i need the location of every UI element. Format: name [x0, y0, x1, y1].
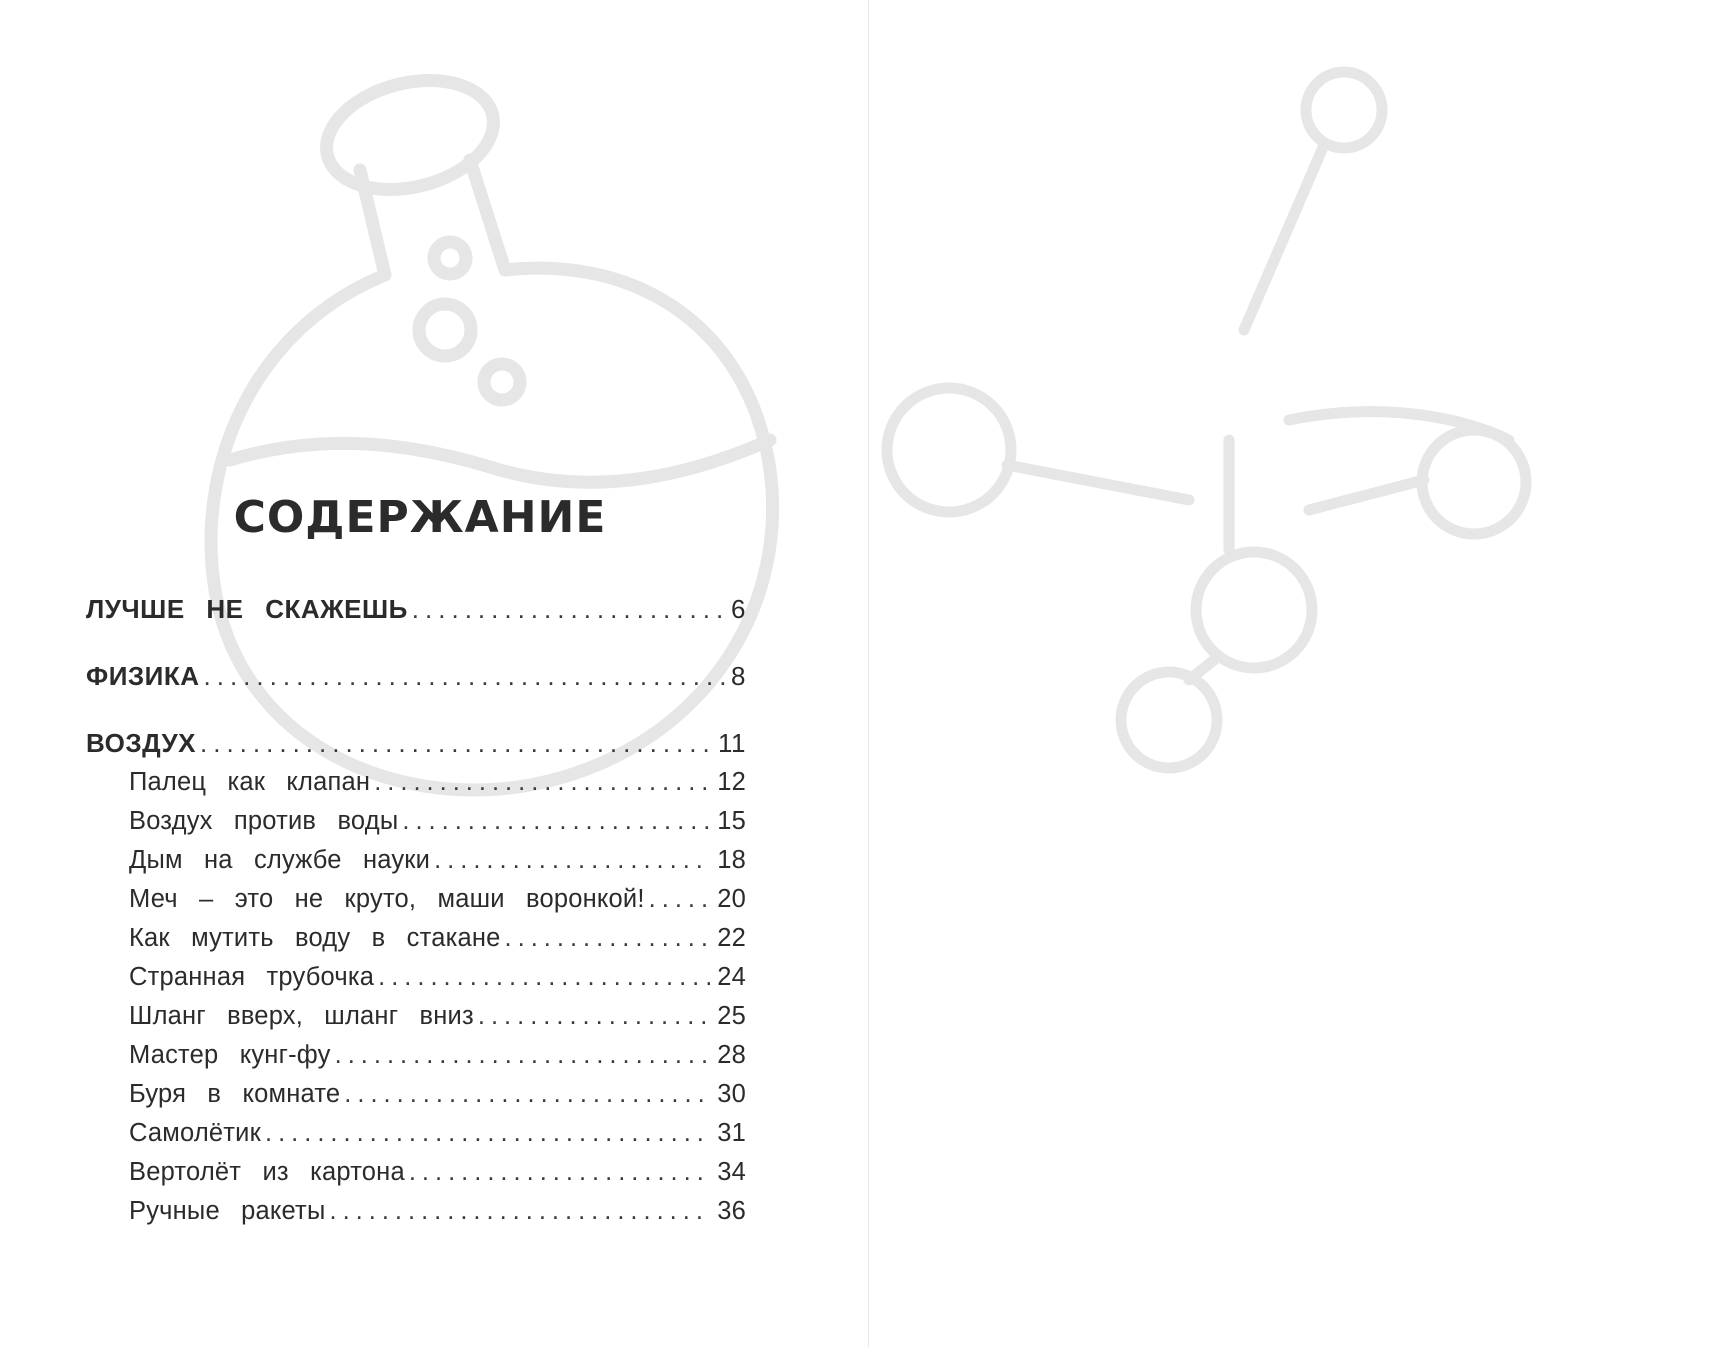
page-number: 15	[717, 807, 746, 835]
toc-entry[interactable]	[86, 1114, 746, 1153]
molecule-illustration-icon	[869, 0, 1729, 1347]
dot-leader	[265, 1114, 711, 1153]
page-title: СОДЕРЖАНИЕ	[233, 492, 607, 543]
toc-section-title: ВОЗДУХ	[86, 728, 196, 758]
toc-entry-title: Шланг вверх, шланг вниз	[129, 1002, 474, 1030]
toc-entry-title: Ручные ракеты	[129, 1197, 326, 1225]
dot-leader	[200, 724, 712, 763]
toc-entry[interactable]	[86, 880, 746, 919]
page-number: 24	[717, 963, 746, 991]
right-page	[869, 0, 1729, 1347]
toc-left-column	[86, 590, 746, 1231]
page-number: 12	[717, 768, 746, 796]
toc-entry[interactable]	[86, 919, 746, 958]
toc-entry-title: Меч – это не круто, маши воронкой!	[129, 885, 645, 913]
page-number: 20	[717, 885, 746, 913]
dot-leader	[412, 590, 725, 629]
toc-section[interactable]	[86, 657, 746, 696]
dot-leader	[434, 841, 711, 880]
page-number: 36	[717, 1197, 746, 1225]
toc-entry-title: Вертолёт из картона	[129, 1158, 405, 1186]
toc-entry-title: Дым на службе науки	[129, 846, 431, 874]
dot-leader	[649, 880, 712, 919]
toc-entry-title: Палец как клапан	[129, 768, 371, 796]
dot-leader	[409, 1153, 711, 1192]
page-number: 30	[717, 1080, 746, 1108]
toc-entry-title: Как мутить воду в стакане	[129, 924, 501, 952]
toc-entry[interactable]	[86, 1075, 746, 1114]
toc-entry-title: Воздух против воды	[129, 807, 399, 835]
toc-entry[interactable]	[86, 1036, 746, 1075]
toc-entry[interactable]	[86, 763, 746, 802]
toc-section-title: ЛУЧШЕ НЕ СКАЖЕШЬ	[86, 594, 408, 624]
toc-entry-title: Самолётик	[129, 1119, 261, 1147]
toc-entry[interactable]	[86, 841, 746, 880]
dot-leader	[402, 802, 711, 841]
toc-entry[interactable]	[86, 1153, 746, 1192]
page-number: 11	[718, 728, 746, 758]
page-number: 22	[717, 924, 746, 952]
toc-entry[interactable]	[86, 997, 746, 1036]
toc-entry-title: Буря в комнате	[129, 1080, 341, 1108]
page-number: 6	[731, 594, 746, 624]
dot-leader	[329, 1192, 711, 1231]
dot-leader	[335, 1036, 712, 1075]
toc-section[interactable]	[86, 590, 746, 629]
dot-leader	[478, 997, 711, 1036]
page-number: 18	[717, 846, 746, 874]
toc-section-title: ФИЗИКА	[86, 661, 200, 691]
toc-entry[interactable]	[86, 1192, 746, 1231]
toc-section[interactable]	[86, 724, 746, 763]
page-number: 28	[717, 1041, 746, 1069]
dot-leader	[374, 763, 711, 802]
page-number: 8	[731, 661, 746, 691]
dot-leader	[505, 919, 712, 958]
page-number: 34	[717, 1158, 746, 1186]
dot-leader	[378, 958, 711, 997]
toc-entry-title: Мастер кунг-фу	[129, 1041, 331, 1069]
toc-entry[interactable]	[86, 958, 746, 997]
dot-leader	[344, 1075, 711, 1114]
toc-entry[interactable]	[86, 802, 746, 841]
dot-leader	[204, 657, 726, 696]
toc-entry-title: Странная трубочка	[129, 963, 375, 991]
page-number: 25	[717, 1002, 746, 1030]
page-number: 31	[717, 1119, 746, 1147]
